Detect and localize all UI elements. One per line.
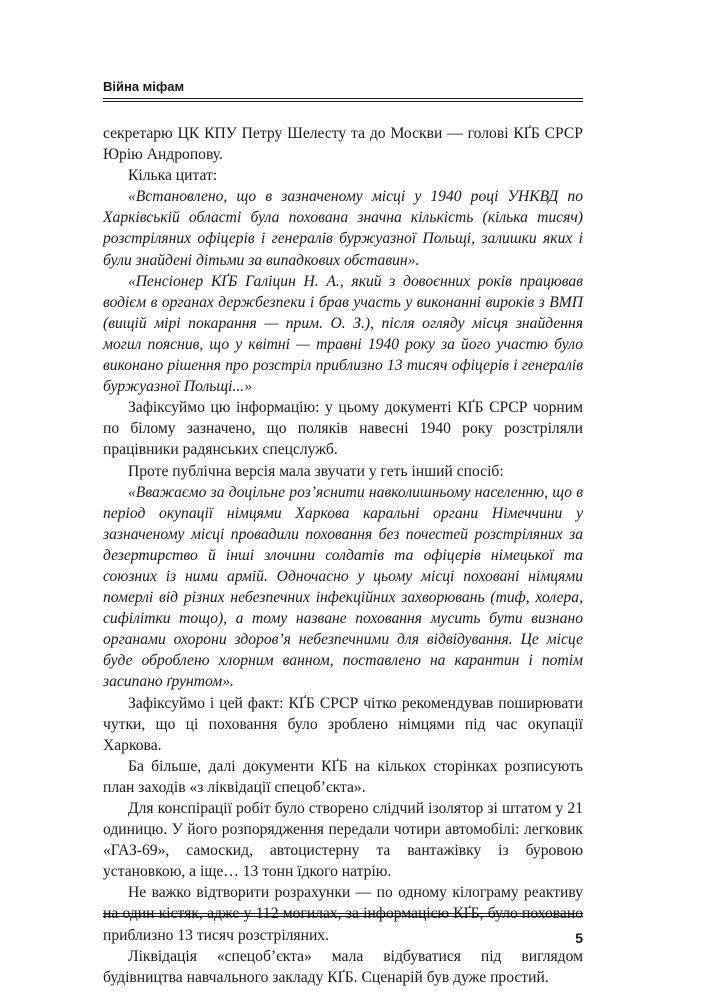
paragraph: Зафіксуймо цю інформацію: у цьому документі КҐБ СРСР чорним по білому зазначено, що поляків навесні 1940 року розстріляли працівники радянських спецслужб. xyxy=(103,399,583,459)
header-rule xyxy=(103,98,583,99)
paragraph: Кілька цитат: xyxy=(128,167,218,185)
header-rule xyxy=(103,101,583,102)
page-number: 5 xyxy=(575,930,583,946)
paragraph: Для конспірації робіт було створено слідчий ізолятор зі штатом у 21 одиницю. У його розпорядження передали чотири автомобілі: легковик «ГАЗ-69», самоскид, автоцистерну та вантажівку із буровою установкою, а іще… 13 тонн їдкого натрію. xyxy=(103,800,583,881)
paragraph: Ба більше, далі документи КҐБ на кількох сторінках розписують план заходів «з ліквідації спецоб’єкта». xyxy=(103,757,583,796)
quote-paragraph: «Вважаємо за доцільне роз’яснити навколишньому населенню, що в період окупації німцями Харкова каральні органи Німеччини у зазначеному місці провадили поховання без почестей розстріляних за дезертирство й інші злочини солдатів та офіцерів німецької та союзних із ними армій. Одночасно у цьому місці поховані німцями померлі від різних небезпечних інфекційних захворювань (тиф, холера, сифілітки тощо), а тому назване поховання мусить бути визнано органами охорони здоров’я небезпечними для відвідування. Це місце буде оброблено хлорним ванном, поставлено на карантин і потім засипано ґрунтом». xyxy=(103,483,583,691)
paragraph: Проте публічна версія мала звучати у геть інший спосіб: xyxy=(128,462,504,480)
footer-rule xyxy=(103,916,583,917)
running-title: Війна міфам xyxy=(103,79,185,94)
paragraph: секретарю ЦК КПУ Петру Шелесту та до Москви — голові КҐБ СРСР Юрію Андропову. xyxy=(103,125,583,164)
paragraph: Зафіксуймо і цей факт: КҐБ СРСР чітко рекомендував поширювати чутки, що ці поховання було зроблено німцями під час окупації Харкова. xyxy=(103,694,583,754)
paragraph: Ліквідація «спецоб’єкта» мала відбуватися під виглядом будівництва навчального закладу КҐБ. Сценарій був дуже простий. xyxy=(103,947,583,986)
quote-paragraph: «Пенсіонер КҐБ Галіцин Н. А., який з довоєнних років працював водієм в органах держбезпеки і брав участь у виконанні вироків з ВМП (вищій мірі покарання — прим. О. З.), після огляду місця знайдення могил пояснив, що у квітні — травні 1940 року за його участю було виконано рішення про розстріл приблизно 13 тисяч офіцерів і генералів буржуазної Польщі...» xyxy=(103,272,583,396)
body-text xyxy=(103,123,583,988)
footer-rule xyxy=(103,913,583,914)
quote-paragraph: «Встановлено, що в зазначеному місці у 1940 році УНКВД по Харківській області була похована значна кількість (кілька тисяч) розстріляних офіцерів і генералів буржуазної Польщі, залишки яких і були знайдені дітьми за випадкових обставин». xyxy=(103,188,583,269)
paragraph: Не важко відтворити розрахунки — по одному кілограму реактиву приблизно 13 тисяч розстріляних. xyxy=(103,884,583,944)
